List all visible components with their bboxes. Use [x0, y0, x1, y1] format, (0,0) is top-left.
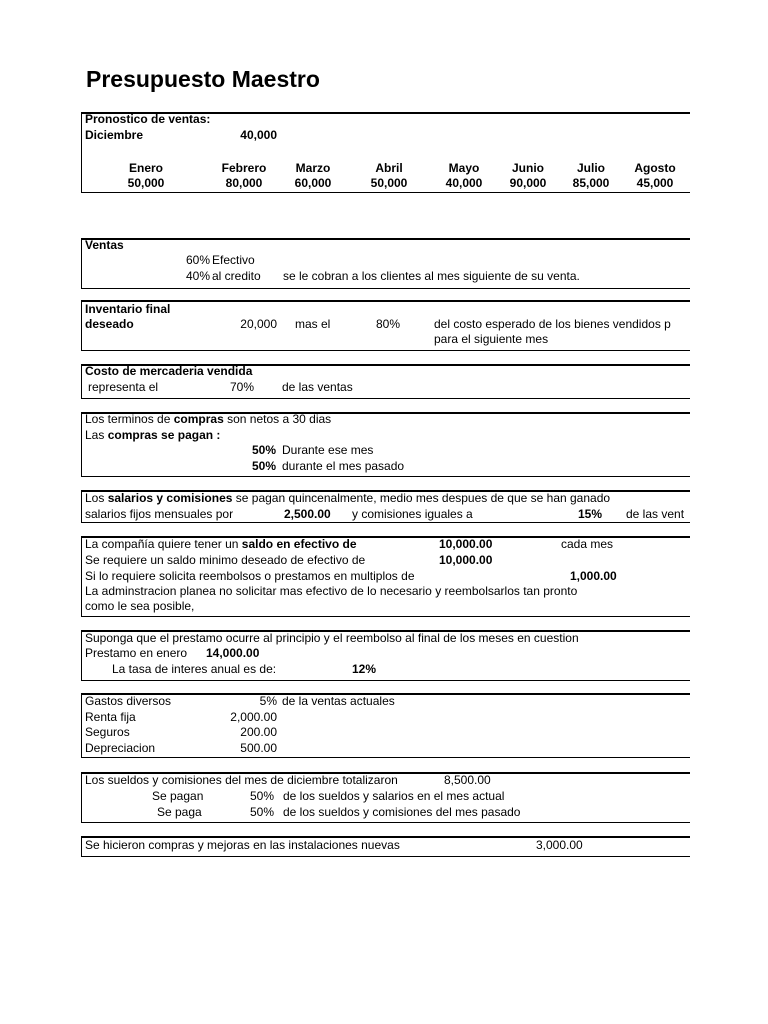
inventory-percent: 80%: [376, 317, 401, 331]
month-sales-value: 40,000: [445, 176, 483, 190]
month-name: Agosto: [634, 161, 676, 175]
inventory-heading-2: deseado: [85, 317, 134, 331]
december-value: 40,000: [240, 128, 277, 142]
month-sales-value: 60,000: [294, 176, 332, 190]
salaries-commission-percent: 15%: [578, 507, 603, 521]
page-title: Presupuesto Maestro: [86, 66, 320, 92]
purchases-text-2: durante el mes pasado: [282, 459, 405, 473]
inventory-heading-1: Inventario final: [85, 302, 171, 316]
month-name: Enero: [128, 161, 163, 175]
month-sales-value: 50,000: [370, 176, 408, 190]
expense-label: Renta fija: [85, 710, 136, 724]
loan-multiples-value: 1,000.00: [570, 569, 617, 583]
credit-percent: 40%: [185, 269, 210, 283]
wages-paid-label-1: Se pagan: [152, 789, 204, 803]
expense-value: 500.00: [240, 741, 277, 755]
salaries-commission-label: y comisiones iguales a: [352, 507, 473, 521]
salaries-tail: de las vent: [626, 507, 685, 521]
interest-rate-label: La tasa de interes anual es de:: [112, 662, 277, 676]
cash-balance-cada-mes: cada mes: [561, 537, 614, 551]
month-sales-value: 50,000: [127, 176, 165, 190]
inventory-mas-el: mas el: [295, 317, 331, 331]
expense-value: 2,000.00: [230, 710, 277, 724]
cost-percent: 70%: [230, 380, 255, 394]
minimum-balance-label: Se requiere un saldo minimo deseado de efectivo de: [85, 553, 366, 567]
month-sales-value: 85,000: [572, 176, 610, 190]
loan-assumption: Suponga que el prestamo ocurre al principio y el reembolso al final de los meses en cuestion: [85, 631, 579, 645]
administration-note-2: como le sea posible,: [85, 599, 195, 613]
forecast-heading: Pronostico de ventas:: [85, 112, 211, 126]
month-name: Mayo: [448, 161, 480, 175]
purchases-text-1: Durante ese mes: [282, 443, 374, 457]
inventory-value: 20,000: [240, 317, 277, 331]
expense-label: Seguros: [85, 725, 130, 739]
sales-heading: Ventas: [85, 238, 124, 252]
cost-heading: Costo de mercaderia vendida: [85, 364, 253, 378]
month-name: Marzo: [295, 161, 331, 175]
month-name: Febrero: [221, 161, 267, 175]
wages-paid-percent-2: 50%: [250, 805, 275, 819]
expense-label: Gastos diversos: [85, 694, 172, 708]
expense-value: 5%: [259, 694, 277, 708]
salaries-amount: 2,500.00: [284, 507, 331, 521]
cash-balance-value: 10,000.00: [439, 537, 493, 551]
purchases-paid-heading: Las compras se pagan :: [85, 428, 221, 442]
month-sales-value: 90,000: [509, 176, 547, 190]
cost-de-ventas: de las ventas: [282, 380, 353, 394]
expenses-note: de la ventas actuales: [282, 694, 395, 708]
month-name: Junio: [512, 161, 544, 175]
cash-label: Efectivo: [212, 253, 255, 267]
loan-multiples-label: Si lo requiere solicita reembolsos o prestamos en multiplos de: [85, 569, 415, 583]
interest-rate-value: 12%: [352, 662, 377, 676]
wages-paid-text-2: de los sueldos y comisiones del mes pasado: [283, 805, 521, 819]
administration-note-1: La adminstracion planea no solicitar mas efectivo de lo necesario y reembolsarlos tan pronto: [85, 584, 578, 598]
cost-represent-label: representa el: [88, 380, 159, 394]
loan-january-label: Prestamo en enero: [85, 646, 188, 660]
purchases-terms: Los terminos de compras son netos a 30 dias: [85, 412, 332, 426]
improvements-label: Se hicieron compras y mejoras en las instalaciones nuevas: [85, 838, 400, 852]
december-wages-total: 8,500.00: [444, 773, 491, 787]
wages-paid-text-1: de los sueldos y salarios en el mes actual: [283, 789, 505, 803]
improvements-value: 3,000.00: [536, 838, 583, 852]
inventory-note-2: para el siguiente mes: [434, 332, 549, 346]
month-sales-value: 45,000: [636, 176, 674, 190]
expense-label: Depreciacion: [85, 741, 156, 755]
month-name: Julio: [576, 161, 605, 175]
inventory-note-1: del costo esperado de los bienes vendidos p: [434, 317, 671, 331]
credit-label: al credito: [212, 269, 261, 283]
credit-note: se le cobran a los clientes al mes siguiente de su venta.: [283, 269, 580, 283]
wages-paid-label-2: Se paga: [157, 805, 202, 819]
salaries-fixed-label: salarios fijos mensuales por: [85, 507, 234, 521]
cash-balance-line-1: La compañía quiere tener un saldo en efectivo de: [85, 537, 357, 551]
december-wages-label: Los sueldos y comisiones del mes de diciembre totalizaron: [85, 773, 398, 787]
cash-percent: 60%: [185, 253, 210, 267]
wages-paid-percent-1: 50%: [250, 789, 275, 803]
purchases-percent-2: 50%: [251, 459, 276, 473]
month-name: Abril: [375, 161, 403, 175]
purchases-percent-1: 50%: [251, 443, 276, 457]
month-sales-value: 80,000: [225, 176, 263, 190]
december-label: Diciembre: [85, 128, 144, 142]
loan-january-amount: 14,000.00: [206, 646, 260, 660]
salaries-line-1: Los salarios y comisiones se pagan quincenalmente, medio mes despues de que se han ganado: [85, 491, 611, 505]
minimum-balance-value: 10,000.00: [439, 553, 493, 567]
expense-value: 200.00: [240, 725, 277, 739]
